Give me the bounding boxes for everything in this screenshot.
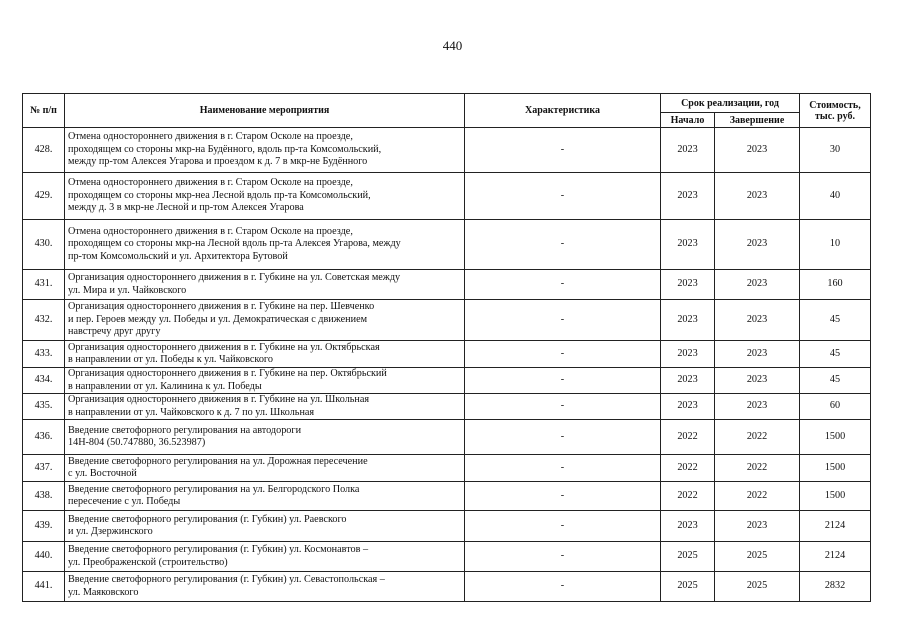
- row-cost: 60: [800, 394, 871, 420]
- row-start-year: 2023: [661, 511, 715, 542]
- table-row: [23, 394, 871, 420]
- row-end-year: 2023: [715, 173, 800, 220]
- row-characteristic: -: [465, 455, 661, 482]
- row-number: 432.: [23, 300, 65, 341]
- row-end-year: 2022: [715, 482, 800, 511]
- row-start-year: 2023: [661, 220, 715, 270]
- table-row: [23, 128, 871, 173]
- header-cost: Стоимость, тыс. руб.: [800, 94, 871, 128]
- header-end: Завершение: [715, 113, 800, 128]
- row-number: 429.: [23, 173, 65, 220]
- header-num: № п/п: [23, 94, 65, 128]
- header-name: Наименование мероприятия: [65, 94, 465, 128]
- table-row: [23, 220, 871, 270]
- row-end-year: 2025: [715, 542, 800, 572]
- row-characteristic: -: [465, 173, 661, 220]
- row-start-year: 2022: [661, 482, 715, 511]
- row-name: Отмена одностороннего движения в г. Старом Осколе на проезде, проходящем со стороны мкр-неа Лесной вдоль пр-та Комсомольский, между д. 3 в мкр-не Лесной и пр-том Алексея Угарова: [65, 173, 465, 220]
- row-number: 438.: [23, 482, 65, 511]
- row-characteristic: -: [465, 394, 661, 420]
- row-end-year: 2023: [715, 220, 800, 270]
- row-number: 430.: [23, 220, 65, 270]
- row-start-year: 2025: [661, 542, 715, 572]
- row-start-year: 2023: [661, 368, 715, 394]
- row-number: 428.: [23, 128, 65, 173]
- row-characteristic: -: [465, 220, 661, 270]
- row-start-year: 2023: [661, 341, 715, 368]
- row-name: Отмена одностороннего движения в г. Старом Осколе на проезде, проходящем со стороны мкр-на Лесной вдоль пр-та Алексея Угарова, между пр-том Комсомольский и ул. Архитектора Бутовой: [65, 220, 465, 270]
- table-row: [23, 420, 871, 455]
- row-name: Организация одностороннего движения в г. Губкине на пер. Шевченко и пер. Героев между ул. Победы и ул. Демократическая с движением навстречу друг другу: [65, 300, 465, 341]
- row-number: 431.: [23, 270, 65, 300]
- row-end-year: 2023: [715, 270, 800, 300]
- row-cost: 45: [800, 300, 871, 341]
- page-number: 440: [442, 38, 463, 53]
- measures-table: [22, 93, 871, 602]
- row-number: 435.: [23, 394, 65, 420]
- row-number: 441.: [23, 572, 65, 602]
- row-name: Введение светофорного регулирования (г. Губкин) ул. Космонавтов – ул. Преображенской (строительство): [65, 542, 465, 572]
- row-cost: 45: [800, 368, 871, 394]
- header-characteristic: Характеристика: [465, 94, 661, 128]
- row-name: Введение светофорного регулирования (г. Губкин) ул. Севастопольская – ул. Маяковского: [65, 572, 465, 602]
- row-end-year: 2023: [715, 341, 800, 368]
- row-characteristic: -: [465, 300, 661, 341]
- table-row: [23, 511, 871, 542]
- row-start-year: 2023: [661, 173, 715, 220]
- table-row: [23, 455, 871, 482]
- table-row: [23, 368, 871, 394]
- row-name: Отмена одностороннего движения в г. Старом Осколе на проезде, проходящем со стороны мкр-на Будённого, вдоль пр-та Комсомольский, между пр-том Алексея Угарова и проездом к д. 7 в мкр-не Будённого: [65, 128, 465, 173]
- table-row: [23, 173, 871, 220]
- row-characteristic: -: [465, 420, 661, 455]
- row-cost: 160: [800, 270, 871, 300]
- row-name: Введение светофорного регулирования на ул. Дорожная пересечение с ул. Восточной: [65, 455, 465, 482]
- row-characteristic: -: [465, 270, 661, 300]
- table-row: [23, 572, 871, 602]
- row-cost: 45: [800, 341, 871, 368]
- table-row: [23, 482, 871, 511]
- row-start-year: 2023: [661, 270, 715, 300]
- row-cost: 1500: [800, 455, 871, 482]
- table-header: [23, 94, 871, 128]
- row-characteristic: -: [465, 128, 661, 173]
- table-body: [23, 128, 871, 602]
- row-start-year: 2023: [661, 300, 715, 341]
- row-characteristic: -: [465, 572, 661, 602]
- row-name: Введение светофорного регулирования (г. Губкин) ул. Раевского и ул. Дзержинского: [65, 511, 465, 542]
- row-cost: 2832: [800, 572, 871, 602]
- header-start: Начало: [661, 113, 715, 128]
- row-end-year: 2022: [715, 420, 800, 455]
- table-row: [23, 270, 871, 300]
- row-characteristic: -: [465, 482, 661, 511]
- table-row: [23, 300, 871, 341]
- row-start-year: 2023: [661, 394, 715, 420]
- row-cost: 2124: [800, 542, 871, 572]
- row-characteristic: -: [465, 542, 661, 572]
- row-name: Введение светофорного регулирования на автодороги 14Н-804 (50.747880, 36.523987): [65, 420, 465, 455]
- row-start-year: 2025: [661, 572, 715, 602]
- row-cost: 40: [800, 173, 871, 220]
- row-number: 439.: [23, 511, 65, 542]
- row-end-year: 2023: [715, 300, 800, 341]
- row-end-year: 2023: [715, 368, 800, 394]
- row-name: Организация одностороннего движения в г. Губкине на пер. Октябрьский в направлении от ул. Калинина к ул. Победы: [65, 368, 465, 394]
- row-name: Организация одностороннего движения в г. Губкине на ул. Советская между ул. Мира и ул. Чайковского: [65, 270, 465, 300]
- row-number: 434.: [23, 368, 65, 394]
- table-row: [23, 542, 871, 572]
- row-start-year: 2022: [661, 455, 715, 482]
- row-number: 433.: [23, 341, 65, 368]
- row-name: Введение светофорного регулирования на ул. Белгородского Полка пересечение с ул. Победы: [65, 482, 465, 511]
- row-end-year: 2023: [715, 394, 800, 420]
- row-cost: 2124: [800, 511, 871, 542]
- row-name: Организация одностороннего движения в г. Губкине на ул. Школьная в направлении от ул. Чайковского к д. 7 по ул. Школьная: [65, 394, 465, 420]
- row-cost: 1500: [800, 420, 871, 455]
- row-number: 436.: [23, 420, 65, 455]
- row-end-year: 2025: [715, 572, 800, 602]
- row-end-year: 2023: [715, 511, 800, 542]
- row-name: Организация одностороннего движения в г. Губкине на ул. Октябрьская в направлении от ул. Победы к ул. Чайковского: [65, 341, 465, 368]
- row-characteristic: -: [465, 511, 661, 542]
- row-start-year: 2022: [661, 420, 715, 455]
- row-number: 437.: [23, 455, 65, 482]
- row-cost: 30: [800, 128, 871, 173]
- row-end-year: 2022: [715, 455, 800, 482]
- row-end-year: 2023: [715, 128, 800, 173]
- row-cost: 1500: [800, 482, 871, 511]
- row-characteristic: -: [465, 341, 661, 368]
- row-start-year: 2023: [661, 128, 715, 173]
- row-cost: 10: [800, 220, 871, 270]
- row-characteristic: -: [465, 368, 661, 394]
- row-number: 440.: [23, 542, 65, 572]
- header-period: Срок реализации, год: [661, 94, 800, 113]
- table-row: [23, 341, 871, 368]
